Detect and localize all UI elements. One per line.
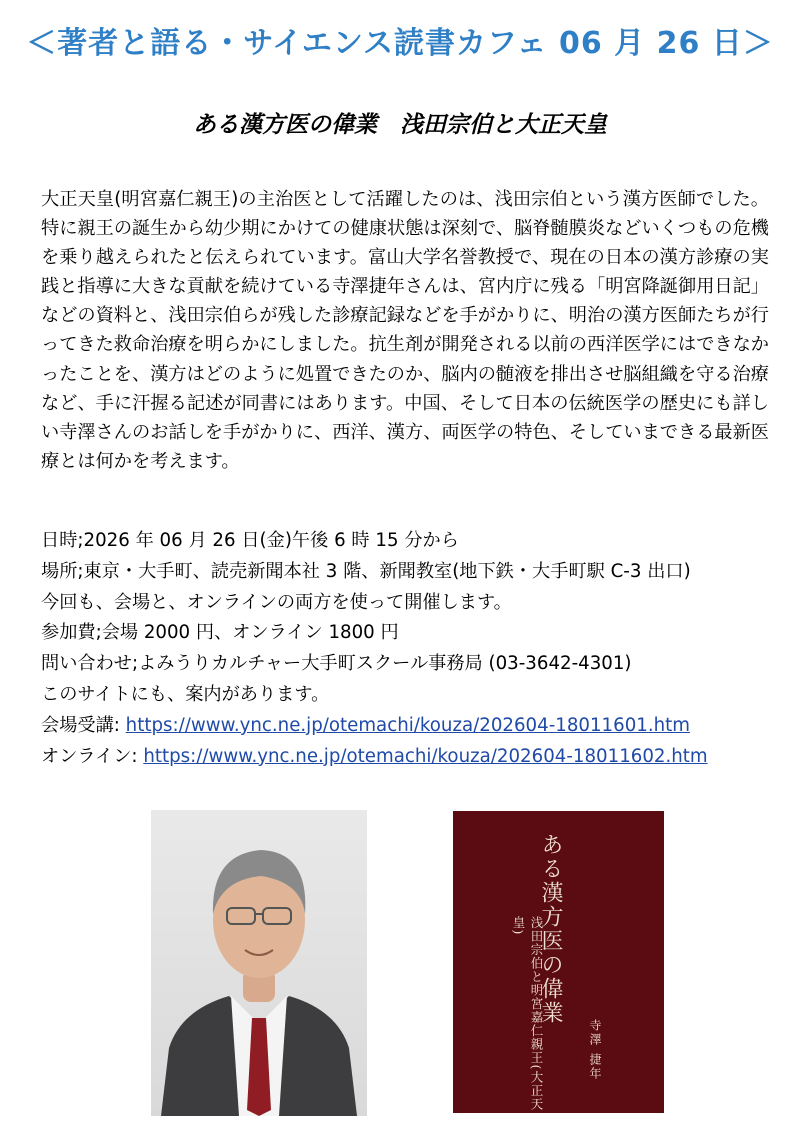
book-author: 寺澤 捷年 <box>588 1019 602 1081</box>
event-contact: 問い合わせ;よみうりカルチャー大手町スクール事務局 (03-3642-4301) <box>41 653 632 675</box>
online-link[interactable]: https://www.ync.ne.jp/otemachi/kouza/202604-18011602.htm <box>143 745 708 767</box>
author-photo <box>151 810 367 1116</box>
book-cover <box>453 811 664 1113</box>
book-subtitle: 浅田宗伯と明宮嘉仁親王(大正天皇) <box>511 916 544 1111</box>
event-subtitle: ある漢方医の偉業 浅田宗伯と大正天皇 <box>193 112 607 138</box>
event-place: 場所;東京・大手町、読売新聞本社 3 階、新聞教室(地下鉄・大手町駅 C-3 出口) <box>41 560 691 582</box>
event-datetime: 日時;2026 年 06 月 26 日(金)午後 6 時 15 分から <box>41 530 459 551</box>
event-format: 今回も、会場と、オンラインの両方を使って開催します。 <box>41 591 512 613</box>
event-fee: 参加費;会場 2000 円、オンライン 1800 円 <box>41 622 399 644</box>
online-link-row <box>41 742 769 773</box>
event-description: 大正天皇(明宮嘉仁親王)の主治医として活躍したのは、浅田宗伯という漢方医師でした。特に親王の誕生から幼少期にかけての健康状態は深刻で、脳脊髄膜炎などいくつもの危機を乗り越えられたと伝えられています。富山大学名誉教授で、現在の日本の漢方診療の実践と指導に大きな貢献を続けている寺澤捷年さんは、宮内庁に残る「明宮降誕御用日記」などの資料と、浅田宗伯らが残した診療記録などを手がかりに、明治の漢方医師たちが行ってきた救命治療を明らかにしました。抗生剤が開発される以前の西洋医学にはできなかったことを、漢方はどのように処置できたのか、脳内の髄液を排出させ脳組織を守る治療など、手に汗握る記述が同書にはあります。中国、そして日本の伝統医学の歴史にも詳しい寺澤さんのお話しを手がかりに、西洋、漢方、両医学の特色、そしていまできる最新医療とは何かを考えます。 <box>41 189 769 472</box>
venue-link-label: 会場受講: <box>41 714 126 736</box>
event-header: ＜著者と語る・サイエンス読書カフェ 06 月 26 日＞ <box>26 26 774 61</box>
venue-link[interactable]: https://www.ync.ne.jp/otemachi/kouza/202604-18011601.htm <box>125 714 690 736</box>
event-info <box>41 526 769 772</box>
site-note: このサイトにも、案内があります。 <box>41 683 330 705</box>
book-title: ある漢方医の偉業 <box>538 833 563 1025</box>
venue-link-row <box>41 711 769 742</box>
online-link-label: オンライン: <box>41 745 144 767</box>
